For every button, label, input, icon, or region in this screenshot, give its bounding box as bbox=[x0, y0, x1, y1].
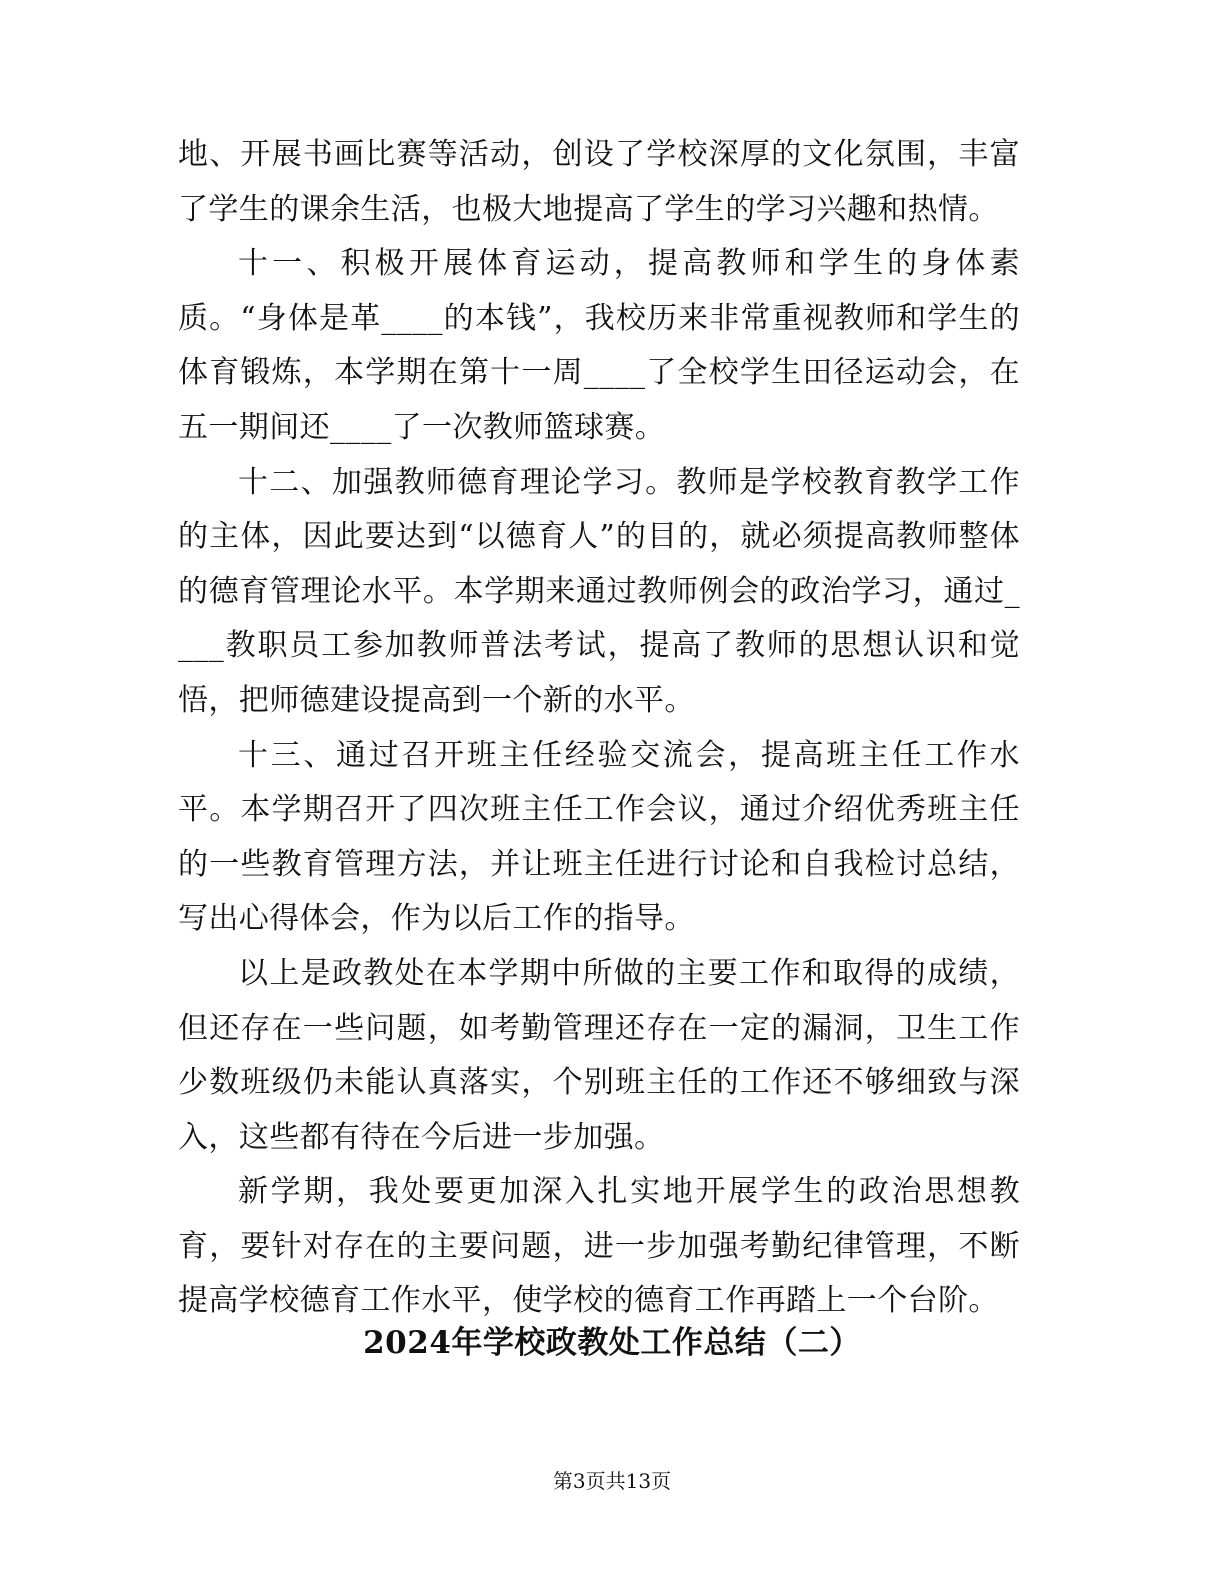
page-footer: 第3页共13页 bbox=[552, 1469, 672, 1493]
paragraph-continuation: 地、开展书画比赛等活动，创设了学校深厚的文化氛围，丰富了学生的课余生活，也极大地提高了学生的学习兴趣和热情。 bbox=[178, 137, 1020, 227]
paragraph-section-13: 十三、通过召开班主任经验交流会，提高班主任工作水平。本学期召开了四次班主任工作会议，通过介绍优秀班主任的一些教育管理方法，并让班主任进行讨论和自我检讨总结，写出心得体会，作为以后工作的指导。 bbox=[178, 737, 1020, 937]
document-body bbox=[178, 128, 1020, 1329]
paragraph-new-term: 新学期，我处要更加深入扎实地开展学生的政治思想教育，要针对存在的主要问题，进一步加强考勤纪律管理，不断提高学校德育工作水平，使学校的德育工作再踏上一个台阶。 bbox=[178, 1174, 1020, 1319]
paragraph-summary: 以上是政教处在本学期中所做的主要工作和取得的成绩，但还存在一些问题，如考勤管理还存在一定的漏洞，卫生工作少数班级仍未能认真落实，个别班主任的工作还不够细致与深入，这些都有待在今后进一步加强。 bbox=[178, 955, 1020, 1155]
paragraph-section-11: 十一、积极开展体育运动，提高教师和学生的身体素质。“身体是革____的本钱”，我校历来非常重视教师和学生的体育锻炼，本学期在第十一周____了全校学生田径运动会，在五一期间还____了一次教师篮球赛。 bbox=[178, 246, 1020, 445]
section-heading: 2024年学校政教处工作总结（二） bbox=[363, 1325, 861, 1361]
paragraph-section-12: 十二、加强教师德育理论学习。教师是学校教育教学工作的主体，因此要达到“以德育人”的目的，就必须提高教师整体的德育管理论水平。本学期来通过教师例会的政治学习，通过____教职员工参加教师普法考试，提高了教师的思想认识和觉悟，把师德建设提高到一个新的水平。 bbox=[178, 464, 1020, 718]
